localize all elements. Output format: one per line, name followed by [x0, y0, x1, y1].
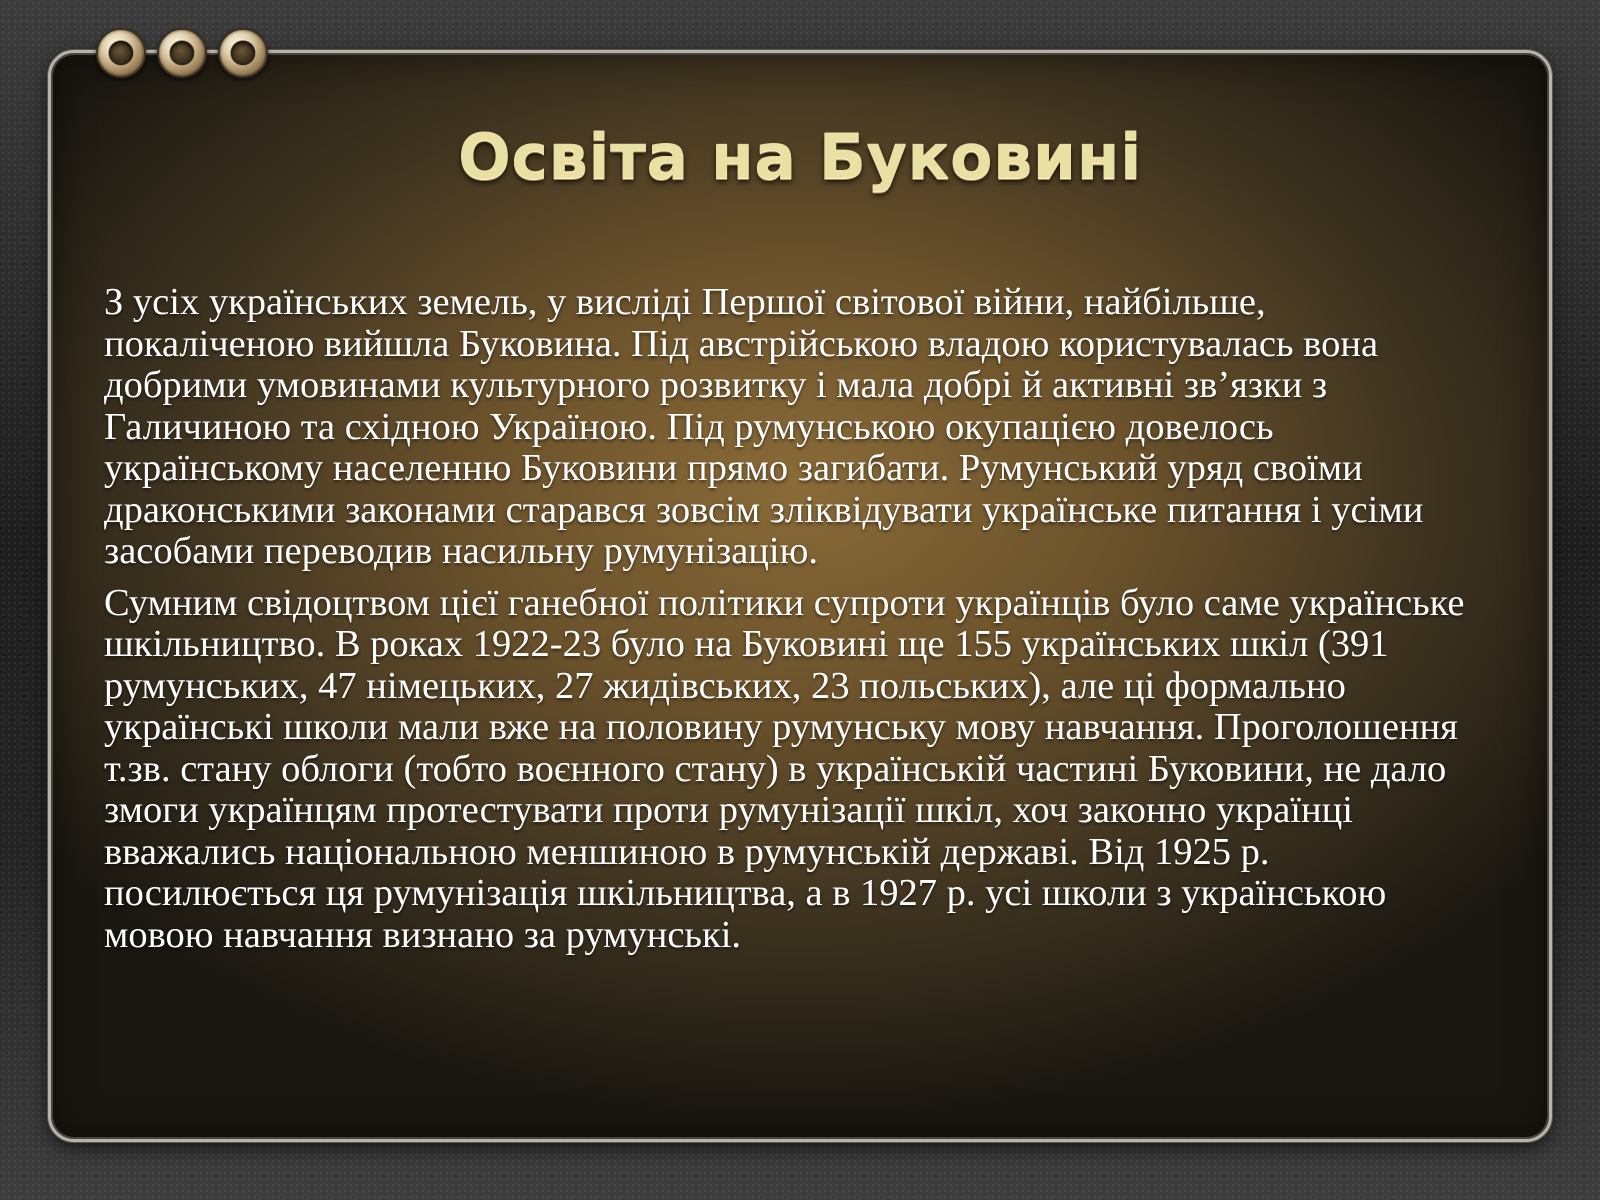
ring-icon — [96, 28, 146, 78]
ring-icon — [218, 28, 268, 78]
body-paragraph-1: З усіх українських земель, у висліді Першої світової війни, найбільше, покаліченою вийшла Буковина. Під австрійською владою користувалась вона добрими умовинами культурного розвитку і мала добрі й активні зв’язки з Галичиною та східною Україною. Під румунською окупацією довелось українському населенню Буковини прямо загибати. Румунський уряд своїми драконськими законами старався зовсім зліквідувати українське питання і усіми засобами переводив насильну румунізацію. — [104, 281, 1424, 572]
body-paragraph-2: Сумним свідоцтвом цієї ганебної політики супроти українців було саме українське шкільництво. В роках 1922-23 було на Буковині ще 155 українських шкіл (391 румунських, 47 німецьких, 27 жидівських, 23 польських), але ці формально українські школи мали вже на половину румунську мову навчання. Проголошення т.зв. стану облоги (тобто воєнного стану) в українській частині Буковини, не дало змоги українцям протестувати проти румунізації шкіл, хоч законно українці вважались національною меншиною в румунській державі. Від 1925 р. посилюється ця румунізація шкільництва, а в 1927 р. усі школи з українською мовою навчання визнано за румунські. — [104, 581, 1465, 956]
slide-body — [104, 282, 1484, 966]
slide-title: Освіта на Буковині — [458, 120, 1142, 193]
decorative-rings — [96, 28, 268, 80]
ring-icon — [157, 28, 207, 78]
